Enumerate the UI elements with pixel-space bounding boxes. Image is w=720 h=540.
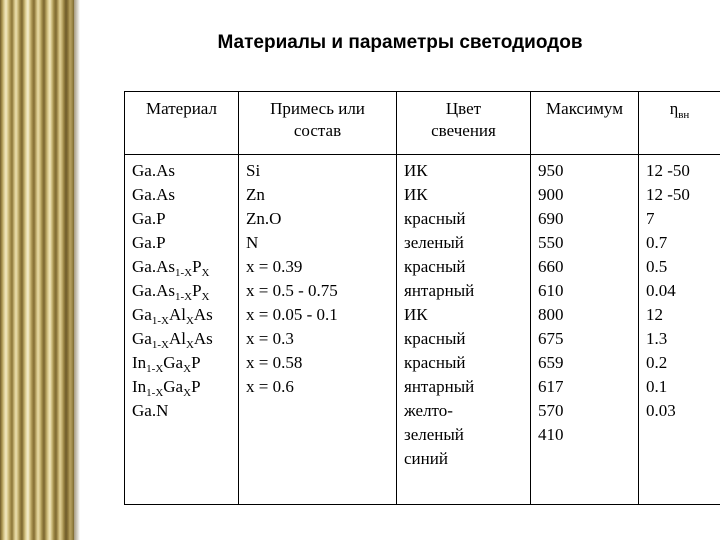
material-column xyxy=(125,155,239,505)
color-entry: ИК xyxy=(404,161,428,180)
header-material-label: Материал xyxy=(146,99,217,118)
material-part: Ga xyxy=(132,305,152,324)
material-entry xyxy=(132,231,238,255)
page-title: Материалы и параметры светодиодов xyxy=(217,32,583,53)
material-subscript: X xyxy=(185,315,194,327)
decorative-gold-bar xyxy=(0,0,74,540)
efficiency-entry: 1.3 xyxy=(646,329,668,348)
color-entry: янтарный xyxy=(404,377,475,396)
header-eta-symbol: ƞ xyxy=(669,99,679,118)
decorative-bar-shadow xyxy=(74,0,80,540)
maximum-entry: 800 xyxy=(538,305,564,324)
efficiency-entry: 0.03 xyxy=(646,401,676,420)
color-entry: янтарный xyxy=(404,281,475,300)
material-part: In xyxy=(132,353,147,372)
material-part: P xyxy=(192,281,202,300)
material-part: Al xyxy=(168,329,186,348)
header-dopant xyxy=(239,92,397,155)
dopant-entry: x = 0.58 xyxy=(246,353,303,372)
header-dopant-line1: Примесь или xyxy=(270,99,365,118)
material-part: As xyxy=(193,305,213,324)
material-part: P xyxy=(191,353,201,372)
dopant-entry: Si xyxy=(246,161,261,180)
material-entry xyxy=(132,375,238,399)
material-entry xyxy=(132,351,238,375)
color-entry: зеленый xyxy=(404,233,464,252)
material-subscript: 1-X xyxy=(151,339,169,351)
header-color-line2: свечения xyxy=(431,121,496,140)
material-part: Ga.As xyxy=(132,257,175,276)
dopant-entry: x = 0.6 xyxy=(246,377,294,396)
efficiency-entry: 12 -50 xyxy=(646,185,690,204)
efficiency-entry: 0.1 xyxy=(646,377,668,396)
maximum-entry: 659 xyxy=(538,353,564,372)
material-part: As xyxy=(193,329,213,348)
maximum-entry: 675 xyxy=(538,329,564,348)
material-entry xyxy=(132,255,238,279)
dopant-entry: x = 0.3 xyxy=(246,329,294,348)
header-eta-subscript: вн xyxy=(678,109,690,121)
efficiency-entry: 7 xyxy=(646,209,655,228)
maximum-entry: 617 xyxy=(538,377,564,396)
materials-table xyxy=(124,91,720,505)
maximum-entry: 550 xyxy=(538,233,564,252)
material-subscript: 1-X xyxy=(174,291,193,303)
header-efficiency xyxy=(639,92,720,155)
color-entry: ИК xyxy=(404,185,428,204)
dopant-entry: x = 0.5 - 0.75 xyxy=(246,281,338,300)
material-part: Ga.As xyxy=(132,185,175,204)
material-subscript: X xyxy=(185,339,194,351)
dopant-entry: Zn.O xyxy=(246,209,282,228)
material-part: Ga.As xyxy=(132,161,175,180)
efficiency-entry: 0.7 xyxy=(646,233,668,252)
color-entry: синий xyxy=(404,449,448,468)
dopant-entry: N xyxy=(246,233,259,252)
header-color xyxy=(397,92,531,155)
dopant-entry: x = 0.05 - 0.1 xyxy=(246,305,338,324)
material-subscript: X xyxy=(201,267,210,279)
efficiency-entry: 0.04 xyxy=(646,281,676,300)
material-subscript: 1-X xyxy=(146,387,164,399)
material-entry xyxy=(132,303,238,327)
maximum-entry: 950 xyxy=(538,161,564,180)
material-part: Al xyxy=(168,305,186,324)
maximum-entry: 660 xyxy=(538,257,564,276)
maximum-entry: 570 xyxy=(538,401,564,420)
color-column xyxy=(397,155,531,505)
material-entry xyxy=(132,279,238,303)
material-part: P xyxy=(192,257,202,276)
material-subscript: X xyxy=(201,291,210,303)
table-header-row xyxy=(125,92,720,155)
maximum-column xyxy=(531,155,639,505)
color-entry: желто- xyxy=(404,401,453,420)
material-entry xyxy=(132,327,238,351)
material-part: Ga xyxy=(163,377,184,396)
material-entry xyxy=(132,183,238,207)
material-subscript: X xyxy=(183,387,192,399)
header-material xyxy=(125,92,239,155)
material-subscript: 1-X xyxy=(151,315,169,327)
efficiency-entry: 0.5 xyxy=(646,257,668,276)
color-entry: красный xyxy=(404,209,466,228)
material-entry xyxy=(132,207,238,231)
maximum-entry: 900 xyxy=(538,185,564,204)
efficiency-column xyxy=(639,155,720,505)
maximum-entry: 410 xyxy=(538,425,564,444)
dopant-entry: x = 0.39 xyxy=(246,257,303,276)
material-entry xyxy=(132,159,238,183)
material-part: In xyxy=(132,377,147,396)
material-part: Ga.As xyxy=(132,281,175,300)
dopant-column xyxy=(239,155,397,505)
header-dopant-line2: состав xyxy=(293,121,342,140)
table-body-row xyxy=(125,155,720,505)
header-maximum xyxy=(531,92,639,155)
material-subscript: 1-X xyxy=(146,363,164,375)
material-part: Ga xyxy=(163,353,184,372)
color-entry: красный xyxy=(404,329,466,348)
color-entry: зеленый xyxy=(404,425,464,444)
dopant-entry: Zn xyxy=(246,185,265,204)
material-entry xyxy=(132,399,238,423)
header-maximum-label: Максимум xyxy=(546,99,623,118)
color-entry: ИК xyxy=(404,305,428,324)
color-entry: красный xyxy=(404,257,466,276)
maximum-entry: 610 xyxy=(538,281,564,300)
material-part: Ga.P xyxy=(132,209,166,228)
efficiency-entry: 12 -50 xyxy=(646,161,690,180)
material-subscript: X xyxy=(183,363,192,375)
material-part: Ga.N xyxy=(132,401,169,420)
efficiency-entry: 0.2 xyxy=(646,353,668,372)
maximum-entry: 690 xyxy=(538,209,564,228)
material-part: Ga.P xyxy=(132,233,166,252)
material-part: P xyxy=(191,377,201,396)
material-part: Ga xyxy=(132,329,152,348)
material-subscript: 1-X xyxy=(174,267,193,279)
color-entry: красный xyxy=(404,353,466,372)
header-color-line1: Цвет xyxy=(445,99,482,118)
efficiency-entry: 12 xyxy=(646,305,663,324)
